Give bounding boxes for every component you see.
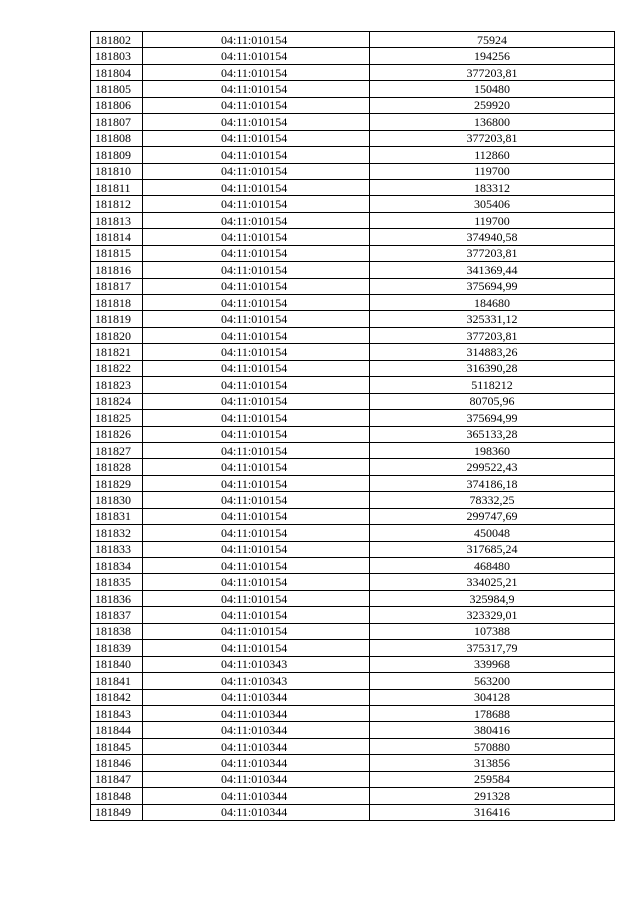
row-number-cell: 181832	[91, 525, 143, 541]
row-number-cell: 181811	[91, 179, 143, 195]
table-row	[91, 640, 615, 656]
row-number-cell: 181827	[91, 442, 143, 458]
row-number-cell: 181838	[91, 623, 143, 639]
table-row	[91, 163, 615, 179]
table-row	[91, 212, 615, 228]
value-cell: 316416	[370, 804, 615, 820]
cadastral-code-cell: 04:11:010154	[143, 81, 370, 97]
table-row	[91, 48, 615, 64]
value-cell: 304128	[370, 689, 615, 705]
value-cell: 136800	[370, 114, 615, 130]
table-row	[91, 377, 615, 393]
value-cell: 339968	[370, 656, 615, 672]
cadastral-code-cell: 04:11:010154	[143, 525, 370, 541]
row-number-cell: 181804	[91, 64, 143, 80]
table-row	[91, 196, 615, 212]
value-cell: 563200	[370, 673, 615, 689]
table-row	[91, 705, 615, 721]
table-row	[91, 755, 615, 771]
table-row	[91, 442, 615, 458]
row-number-cell: 181831	[91, 508, 143, 524]
table-row	[91, 64, 615, 80]
value-cell: 75924	[370, 32, 615, 48]
value-cell: 323329,01	[370, 607, 615, 623]
cadastral-code-cell: 04:11:010344	[143, 755, 370, 771]
cadastral-code-cell: 04:11:010154	[143, 130, 370, 146]
table-row	[91, 410, 615, 426]
value-cell: 107388	[370, 623, 615, 639]
value-cell: 325984,9	[370, 590, 615, 606]
cadastral-code-cell: 04:11:010154	[143, 245, 370, 261]
row-number-cell: 181813	[91, 212, 143, 228]
value-cell: 377203,81	[370, 64, 615, 80]
value-cell: 377203,81	[370, 327, 615, 343]
row-number-cell: 181849	[91, 804, 143, 820]
table-row	[91, 475, 615, 491]
table-row	[91, 508, 615, 524]
row-number-cell: 181826	[91, 426, 143, 442]
value-cell: 317685,24	[370, 541, 615, 557]
cadastral-code-cell: 04:11:010154	[143, 32, 370, 48]
value-cell: 334025,21	[370, 574, 615, 590]
row-number-cell: 181835	[91, 574, 143, 590]
cadastral-code-cell: 04:11:010154	[143, 442, 370, 458]
table-row	[91, 179, 615, 195]
row-number-cell: 181840	[91, 656, 143, 672]
value-cell: 178688	[370, 705, 615, 721]
row-number-cell: 181836	[91, 590, 143, 606]
table-row	[91, 393, 615, 409]
row-number-cell: 181807	[91, 114, 143, 130]
table-row	[91, 689, 615, 705]
cadastral-code-cell: 04:11:010154	[143, 574, 370, 590]
value-cell: 112860	[370, 147, 615, 163]
row-number-cell: 181843	[91, 705, 143, 721]
cadastral-code-cell: 04:11:010154	[143, 212, 370, 228]
value-cell: 375694,99	[370, 278, 615, 294]
cadastral-code-cell: 04:11:010154	[143, 147, 370, 163]
table-row	[91, 97, 615, 113]
row-number-cell: 181828	[91, 459, 143, 475]
row-number-cell: 181829	[91, 475, 143, 491]
row-number-cell: 181844	[91, 722, 143, 738]
cadastral-code-cell: 04:11:010154	[143, 179, 370, 195]
table-row	[91, 525, 615, 541]
cadastral-code-cell: 04:11:010344	[143, 738, 370, 754]
table-row	[91, 607, 615, 623]
value-cell: 314883,26	[370, 344, 615, 360]
cadastral-code-cell: 04:11:010154	[143, 426, 370, 442]
cadastral-code-cell: 04:11:010154	[143, 262, 370, 278]
row-number-cell: 181847	[91, 771, 143, 787]
row-number-cell: 181806	[91, 97, 143, 113]
table-row	[91, 295, 615, 311]
value-cell: 259920	[370, 97, 615, 113]
table-row	[91, 541, 615, 557]
value-cell: 305406	[370, 196, 615, 212]
cadastral-code-cell: 04:11:010343	[143, 656, 370, 672]
table-row	[91, 426, 615, 442]
cadastral-code-cell: 04:11:010344	[143, 771, 370, 787]
row-number-cell: 181825	[91, 410, 143, 426]
cadastral-code-cell: 04:11:010154	[143, 475, 370, 491]
row-number-cell: 181822	[91, 360, 143, 376]
cadastral-code-cell: 04:11:010343	[143, 673, 370, 689]
data-table	[90, 31, 615, 821]
table-row	[91, 327, 615, 343]
row-number-cell: 181821	[91, 344, 143, 360]
cadastral-code-cell: 04:11:010154	[143, 344, 370, 360]
row-number-cell: 181802	[91, 32, 143, 48]
table-row	[91, 492, 615, 508]
value-cell: 291328	[370, 788, 615, 804]
value-cell: 375694,99	[370, 410, 615, 426]
table-row	[91, 623, 615, 639]
table-row	[91, 804, 615, 820]
row-number-cell: 181809	[91, 147, 143, 163]
cadastral-code-cell: 04:11:010154	[143, 541, 370, 557]
cadastral-code-cell: 04:11:010154	[143, 459, 370, 475]
cadastral-code-cell: 04:11:010154	[143, 327, 370, 343]
cadastral-code-cell: 04:11:010154	[143, 278, 370, 294]
cadastral-code-cell: 04:11:010154	[143, 410, 370, 426]
value-cell: 5118212	[370, 377, 615, 393]
table-row	[91, 81, 615, 97]
cadastral-code-cell: 04:11:010154	[143, 377, 370, 393]
cadastral-code-cell: 04:11:010344	[143, 705, 370, 721]
value-cell: 80705,96	[370, 393, 615, 409]
row-number-cell: 181814	[91, 229, 143, 245]
row-number-cell: 181833	[91, 541, 143, 557]
row-number-cell: 181819	[91, 311, 143, 327]
row-number-cell: 181812	[91, 196, 143, 212]
cadastral-code-cell: 04:11:010154	[143, 492, 370, 508]
value-cell: 313856	[370, 755, 615, 771]
value-cell: 380416	[370, 722, 615, 738]
table-row	[91, 673, 615, 689]
row-number-cell: 181810	[91, 163, 143, 179]
value-cell: 374940,58	[370, 229, 615, 245]
value-cell: 198360	[370, 442, 615, 458]
row-number-cell: 181845	[91, 738, 143, 754]
table-row	[91, 114, 615, 130]
value-cell: 377203,81	[370, 130, 615, 146]
table-row	[91, 574, 615, 590]
table-row	[91, 344, 615, 360]
cadastral-code-cell: 04:11:010344	[143, 722, 370, 738]
table-row	[91, 130, 615, 146]
cadastral-code-cell: 04:11:010154	[143, 48, 370, 64]
cadastral-code-cell: 04:11:010154	[143, 393, 370, 409]
row-number-cell: 181842	[91, 689, 143, 705]
value-cell: 450048	[370, 525, 615, 541]
cadastral-code-cell: 04:11:010344	[143, 788, 370, 804]
table-row	[91, 738, 615, 754]
table-row	[91, 360, 615, 376]
cadastral-code-cell: 04:11:010154	[143, 229, 370, 245]
table-row	[91, 558, 615, 574]
table-row	[91, 590, 615, 606]
value-cell: 194256	[370, 48, 615, 64]
cadastral-code-cell: 04:11:010154	[143, 114, 370, 130]
cadastral-code-cell: 04:11:010344	[143, 804, 370, 820]
row-number-cell: 181824	[91, 393, 143, 409]
cadastral-code-cell: 04:11:010154	[143, 360, 370, 376]
value-cell: 570880	[370, 738, 615, 754]
table-row	[91, 278, 615, 294]
table-body	[91, 32, 615, 821]
row-number-cell: 181846	[91, 755, 143, 771]
row-number-cell: 181803	[91, 48, 143, 64]
table-row	[91, 229, 615, 245]
cadastral-code-cell: 04:11:010154	[143, 623, 370, 639]
cadastral-code-cell: 04:11:010154	[143, 97, 370, 113]
table-row	[91, 262, 615, 278]
cadastral-code-cell: 04:11:010154	[143, 64, 370, 80]
table-row	[91, 722, 615, 738]
value-cell: 365133,28	[370, 426, 615, 442]
table-row	[91, 311, 615, 327]
value-cell: 325331,12	[370, 311, 615, 327]
value-cell: 183312	[370, 179, 615, 195]
table-row	[91, 32, 615, 48]
row-number-cell: 181816	[91, 262, 143, 278]
row-number-cell: 181808	[91, 130, 143, 146]
value-cell: 299747,69	[370, 508, 615, 524]
cadastral-code-cell: 04:11:010154	[143, 311, 370, 327]
row-number-cell: 181830	[91, 492, 143, 508]
row-number-cell: 181820	[91, 327, 143, 343]
value-cell: 259584	[370, 771, 615, 787]
table-row	[91, 245, 615, 261]
cadastral-code-cell: 04:11:010154	[143, 558, 370, 574]
cadastral-code-cell: 04:11:010344	[143, 689, 370, 705]
value-cell: 184680	[370, 295, 615, 311]
value-cell: 374186,18	[370, 475, 615, 491]
value-cell: 299522,43	[370, 459, 615, 475]
value-cell: 78332,25	[370, 492, 615, 508]
row-number-cell: 181805	[91, 81, 143, 97]
cadastral-code-cell: 04:11:010154	[143, 508, 370, 524]
row-number-cell: 181839	[91, 640, 143, 656]
row-number-cell: 181818	[91, 295, 143, 311]
value-cell: 316390,28	[370, 360, 615, 376]
value-cell: 341369,44	[370, 262, 615, 278]
table-row	[91, 788, 615, 804]
cadastral-code-cell: 04:11:010154	[143, 640, 370, 656]
row-number-cell: 181815	[91, 245, 143, 261]
row-number-cell: 181848	[91, 788, 143, 804]
row-number-cell: 181834	[91, 558, 143, 574]
row-number-cell: 181841	[91, 673, 143, 689]
cadastral-code-cell: 04:11:010154	[143, 607, 370, 623]
value-cell: 375317,79	[370, 640, 615, 656]
cadastral-code-cell: 04:11:010154	[143, 196, 370, 212]
table-row	[91, 147, 615, 163]
data-table-container	[90, 31, 614, 821]
value-cell: 377203,81	[370, 245, 615, 261]
cadastral-code-cell: 04:11:010154	[143, 295, 370, 311]
table-row	[91, 771, 615, 787]
row-number-cell: 181837	[91, 607, 143, 623]
cadastral-code-cell: 04:11:010154	[143, 163, 370, 179]
cadastral-code-cell: 04:11:010154	[143, 590, 370, 606]
row-number-cell: 181817	[91, 278, 143, 294]
table-row	[91, 459, 615, 475]
value-cell: 119700	[370, 212, 615, 228]
value-cell: 119700	[370, 163, 615, 179]
value-cell: 150480	[370, 81, 615, 97]
value-cell: 468480	[370, 558, 615, 574]
row-number-cell: 181823	[91, 377, 143, 393]
table-row	[91, 656, 615, 672]
